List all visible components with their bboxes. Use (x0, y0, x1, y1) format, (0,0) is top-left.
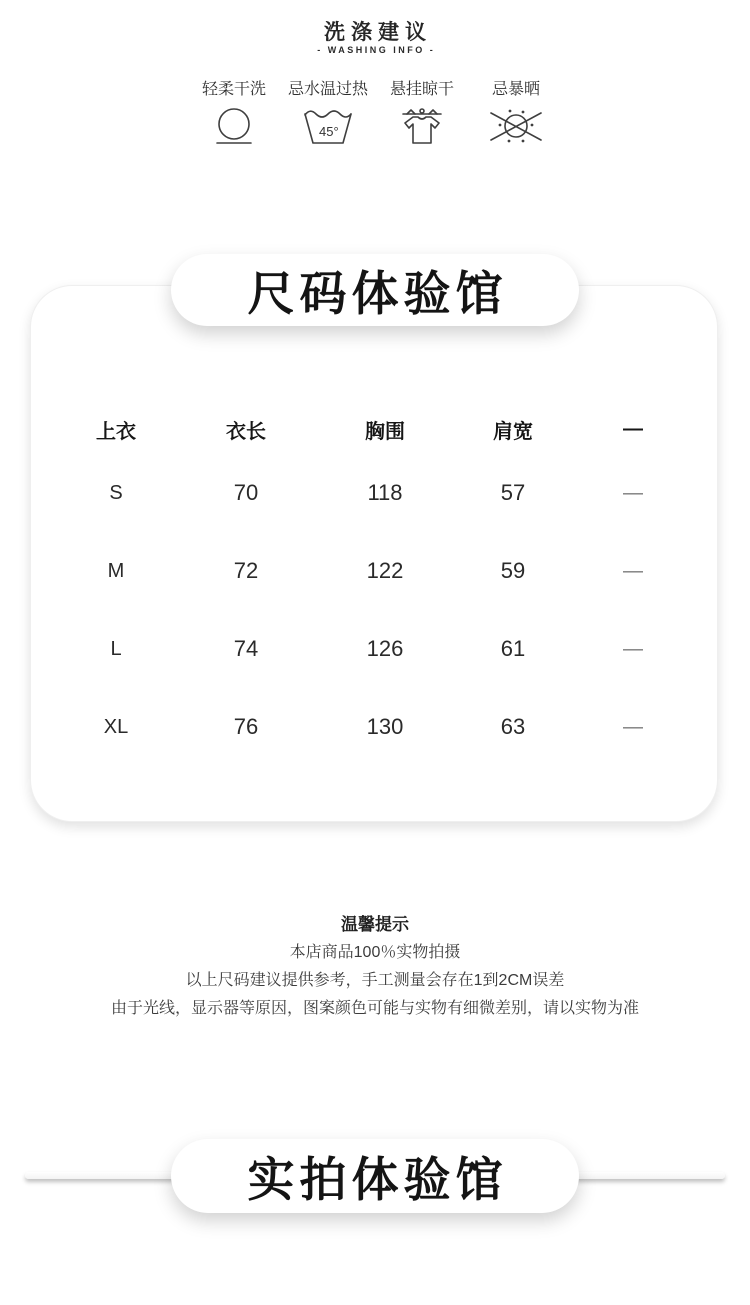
column-header: 上衣 (96, 420, 136, 443)
size-table (61, 404, 689, 766)
size-label: XL (103, 715, 129, 738)
washing-item-label: 悬挂晾干 (389, 81, 454, 98)
extra-value: — (623, 715, 643, 738)
washing-item (469, 76, 563, 149)
size-section-banner: 尺码体验馆 (171, 254, 579, 326)
extra-value: — (623, 637, 643, 660)
tip-line: 本店商品100％实物拍摄 (289, 944, 461, 961)
shoulder-value: 59 (500, 558, 526, 583)
tip-line: 由于光线，显示器等原因，图案颜色可能与实物有细微差别，请以实物为准 (110, 1000, 639, 1017)
column-header: 胸围 (365, 420, 405, 443)
washing-item-label: 轻柔干洗 (201, 81, 266, 98)
no-sun-icon (469, 105, 563, 149)
washing-item (187, 76, 281, 149)
column-header: — (623, 417, 643, 440)
size-table-row (61, 532, 689, 610)
svg-text:45°: 45° (319, 124, 339, 139)
column-header: 衣长 (226, 420, 266, 443)
washing-item-label: 忌水温过热 (287, 81, 368, 98)
extra-value: — (623, 559, 643, 582)
max-temp-icon (281, 105, 375, 149)
washing-subtitle: - WASHING INFO - (317, 45, 436, 55)
washing-title: 洗涤建议 (324, 21, 432, 44)
tip-line: 以上尺码建议提供参考，手工测量会存在1到2CM误差 (185, 972, 565, 989)
size-label: M (107, 559, 125, 582)
washing-icons-row (0, 76, 750, 149)
size-table-row (61, 610, 689, 688)
dry-clean-icon (187, 105, 281, 149)
column-header: 肩宽 (493, 420, 533, 443)
size-table-row (61, 688, 689, 766)
washing-item (375, 76, 469, 149)
length-value: 70 (233, 480, 259, 505)
shoulder-value: 57 (500, 480, 526, 505)
chest-value: 126 (366, 636, 404, 661)
length-value: 74 (233, 636, 259, 661)
tips-section (0, 911, 750, 1023)
washing-item-label: 忌暴晒 (491, 81, 540, 98)
chest-value: 130 (366, 714, 404, 739)
hang-dry-icon (375, 105, 469, 149)
chest-value: 118 (367, 480, 403, 505)
length-value: 76 (233, 714, 259, 739)
size-chart-card (30, 285, 718, 822)
tips-title: 温馨提示 (341, 915, 409, 934)
length-value: 72 (233, 558, 259, 583)
chest-value: 122 (366, 558, 404, 583)
extra-value: — (623, 481, 643, 504)
size-label: L (110, 637, 122, 660)
photos-section-banner: 实拍体验馆 (171, 1139, 579, 1213)
washing-item (281, 76, 375, 149)
size-table-row (61, 454, 689, 532)
shoulder-value: 63 (500, 714, 526, 739)
size-table-header-row (61, 404, 689, 454)
size-label: S (109, 481, 123, 504)
shoulder-value: 61 (500, 636, 526, 661)
